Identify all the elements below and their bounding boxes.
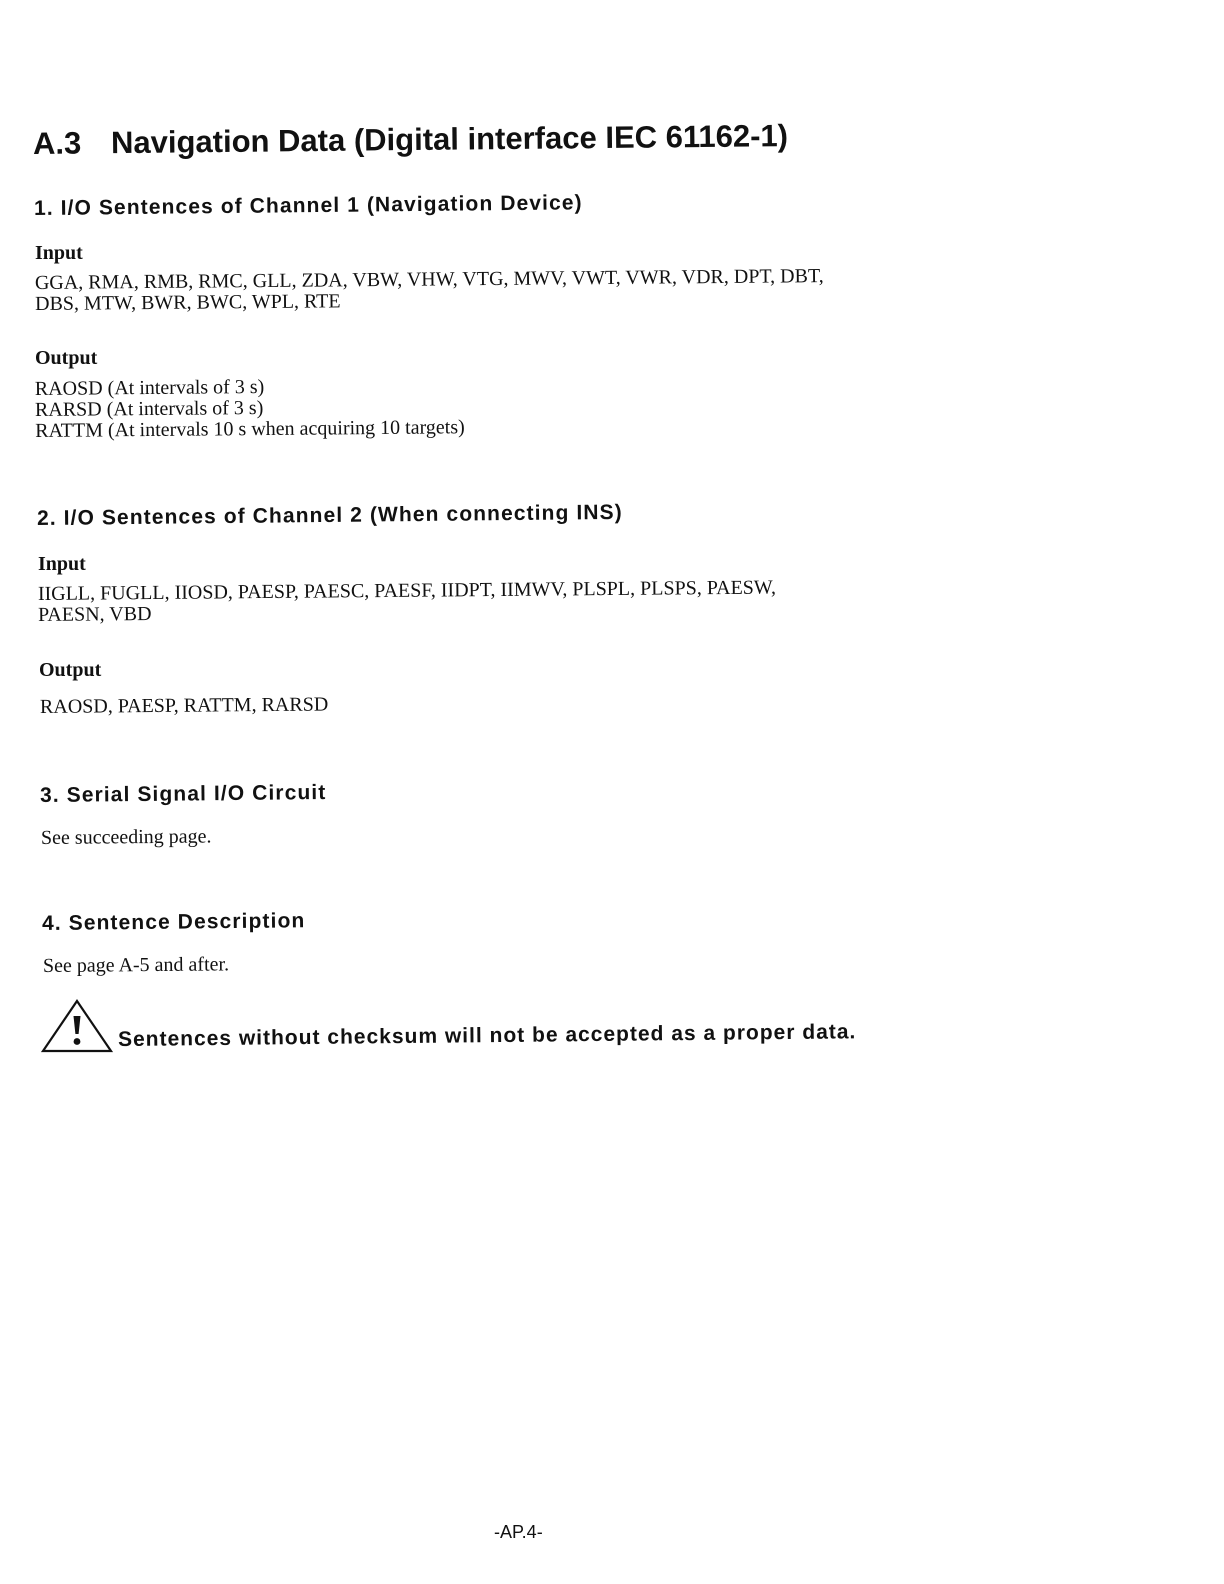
title-number: A.3 <box>32 125 82 161</box>
section-1-output-line-1: RAOSD (At intervals of 3 s) <box>34 375 265 401</box>
section-1-input-line-2: DBS, MTW, BWR, BWC, WPL, RTE <box>34 290 341 315</box>
section-2-input-label: Input <box>38 553 86 575</box>
section-3-heading: 3. Serial Signal I/O Circuit <box>39 781 327 807</box>
section-1-input-line-1: GGA, RMA, RMB, RMC, GLL, ZDA, VBW, VHW, VTG, MWV, VWT, VWR, VDR, DPT, DBT, <box>34 265 824 294</box>
warning-triangle-icon <box>40 998 114 1054</box>
section-2-output-list <box>40 694 328 718</box>
section-4-body: See page A-5 and after. <box>42 953 230 977</box>
section-1-output-line-2: RARSD (At intervals of 3 s) <box>34 397 264 421</box>
title-text: Navigation Data (Digital interface IEC 61162-1) <box>110 118 789 161</box>
section-1-output-list <box>35 375 465 442</box>
checksum-note <box>40 998 1040 1058</box>
section-2-output-label: Output <box>39 659 102 681</box>
section-1-heading: 1. I/O Sentences of Channel 1 (Navigation Device) <box>33 191 583 220</box>
section-1-output-label: Output <box>35 347 98 369</box>
section-3-body: See succeeding page. <box>40 825 212 849</box>
section-2-heading: 2. I/O Sentences of Channel 2 (When connecting INS) <box>36 500 623 530</box>
section-1-input-list <box>35 266 824 315</box>
section-2-output-line-1: RAOSD, PAESP, RATTM, RARSD <box>39 693 329 718</box>
page-title <box>33 118 788 162</box>
section-1-input-label: Input <box>35 242 83 264</box>
note-text: Sentences without checksum will not be accepted as a proper data. <box>117 1020 857 1051</box>
section-2-input-list <box>38 578 776 626</box>
section-1-output-line-3: RATTM (At intervals 10 s when acquiring 10 targets) <box>35 416 465 442</box>
section-2-input-line-2: PAESN, VBD <box>37 603 152 626</box>
section-4-heading: 4. Sentence Description <box>41 909 306 935</box>
section-2-input-line-1: IIGLL, FUGLL, IIOSD, PAESP, PAESC, PAESF, IIDPT, IIMWV, PLSPL, PLSPS, PAESW, <box>37 576 777 605</box>
page-number: -AP.4- <box>494 1522 543 1542</box>
